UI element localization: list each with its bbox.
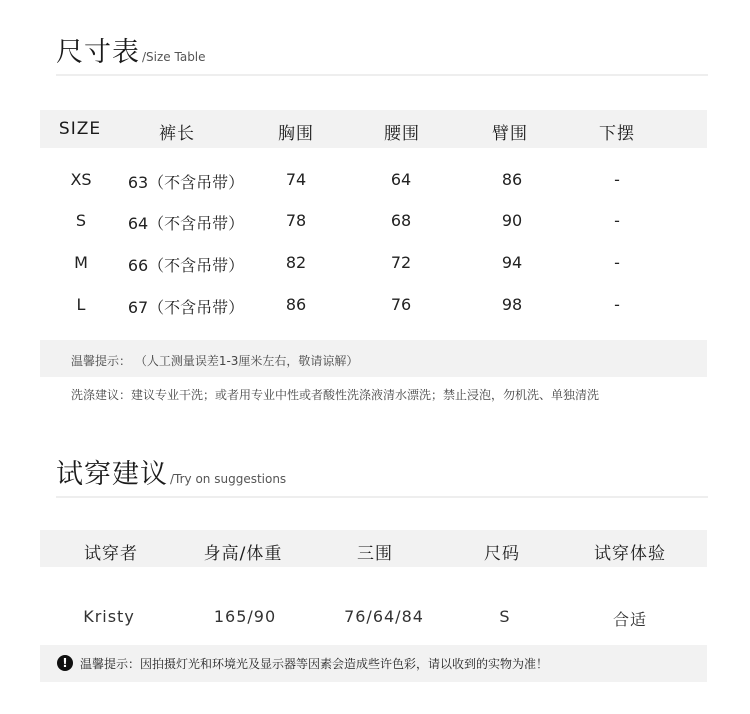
header-tester: 试穿者	[84, 544, 138, 564]
chest-cell: 78	[285, 211, 307, 230]
header-pants-length: 裤长	[159, 124, 195, 144]
size-cell: XS	[70, 170, 92, 189]
size-table-title	[56, 30, 206, 69]
header-height-weight: 身高/体重	[203, 544, 283, 564]
tester-height-weight: 165/90	[213, 607, 277, 626]
length-cell: 64（不含吊带）	[127, 214, 245, 233]
exclamation-icon: !	[57, 655, 73, 671]
try-on-title-main: 试穿建议	[56, 459, 168, 490]
arm-cell: 86	[501, 170, 523, 189]
tester-size: S	[499, 607, 511, 626]
waist-cell: 64	[390, 170, 412, 189]
header-measurements: 三围	[357, 544, 393, 564]
try-on-title-divider	[56, 496, 708, 498]
tester-measurements: 76/64/84	[344, 607, 424, 626]
hem-cell: -	[614, 295, 620, 314]
chest-cell: 74	[285, 170, 307, 189]
header-chest: 胸围	[278, 124, 314, 144]
header-hem: 下摆	[599, 124, 635, 144]
try-on-title-sub: /Try on suggestions	[170, 472, 287, 486]
header-fit-experience: 试穿体验	[594, 544, 666, 564]
arm-cell: 94	[501, 253, 523, 272]
arm-cell: 98	[501, 295, 523, 314]
waist-cell: 72	[390, 253, 412, 272]
size-table-title-sub: /Size Table	[142, 50, 206, 64]
try-on-title	[56, 452, 286, 491]
wash-advice: 洗涤建议：建议专业干洗；或者用专业中性或者酸性洗涤液清水漂洗；禁止浸泡，勿机洗、单独清洗	[71, 388, 600, 402]
size-cell: S	[75, 211, 87, 230]
header-size: SIZE	[58, 119, 102, 139]
tester-name: Kristy	[83, 607, 135, 626]
chest-cell: 86	[285, 295, 307, 314]
measurement-note: 温馨提示： （人工测量误差1-3厘米左右，敬请谅解）	[71, 354, 359, 368]
arm-cell: 90	[501, 211, 523, 230]
size-cell: L	[76, 295, 86, 314]
size-table-title-main: 尺寸表	[56, 37, 140, 68]
hem-cell: -	[614, 170, 620, 189]
length-cell: 67（不含吊带）	[127, 298, 245, 317]
chest-cell: 82	[285, 253, 307, 272]
header-waist: 腰围	[384, 124, 420, 144]
length-cell: 63（不含吊带）	[127, 173, 245, 192]
header-size: 尺码	[484, 544, 520, 564]
length-cell: 66（不含吊带）	[127, 256, 245, 275]
waist-cell: 76	[390, 295, 412, 314]
header-arm: 臂围	[492, 124, 528, 144]
hem-cell: -	[614, 253, 620, 272]
color-warning-text: 温馨提示：因拍摄灯光和环境光及显示器等因素会造成些许色彩，请以收到的实物为准！	[80, 657, 549, 671]
waist-cell: 68	[390, 211, 412, 230]
hem-cell: -	[614, 211, 620, 230]
size-title-divider	[56, 74, 708, 76]
tester-fit: 合适	[612, 610, 648, 629]
size-cell: M	[74, 253, 88, 272]
